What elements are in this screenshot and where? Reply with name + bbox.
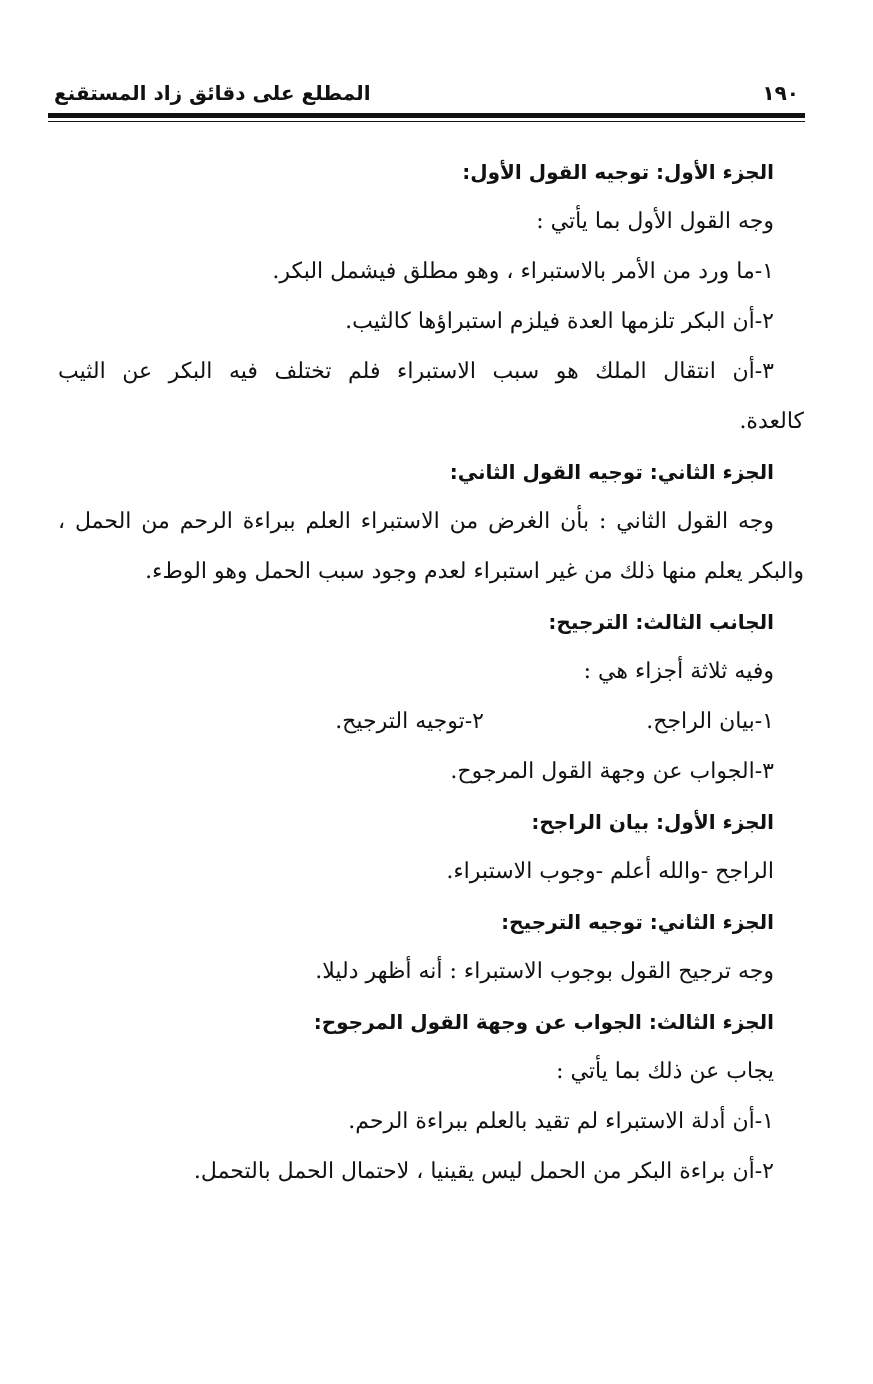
header-rule-thick — [48, 113, 805, 118]
running-title: المطلع على دقائق زاد المستقنع — [54, 81, 371, 105]
section-heading: الجزء الثاني: توجيه الترجيح: — [501, 910, 774, 934]
list-item: ١-أن أدلة الاستبراء لم تقيد بالعلم ببراءة الرحم. — [348, 1109, 774, 1134]
list-item: ٢-أن براءة البكر من الحمل ليس يقينيا ، لاحتمال الحمل بالتحمل. — [193, 1159, 774, 1184]
paragraph: وجه القول الأول بما يأتي : — [536, 209, 774, 234]
list-item: ٢-أن البكر تلزمها العدة فيلزم استبراؤها كالثيب. — [345, 309, 774, 334]
paragraph-continuation: والبكر يعلم منها ذلك من غير استبراء لعدم وجود سبب الحمل وهو الوطء. — [145, 559, 804, 584]
paragraph: وجه ترجيح القول بوجوب الاستبراء : أنه أظهر دليلا. — [315, 959, 774, 984]
section-heading: الجزء الثاني: توجيه القول الثاني: — [449, 460, 774, 484]
page-header — [48, 80, 805, 106]
paragraph: الراجح -والله أعلم -وجوب الاستبراء. — [446, 859, 774, 884]
paragraph: يجاب عن ذلك بما يأتي : — [556, 1059, 774, 1084]
list-row — [58, 697, 774, 747]
paragraph: وجه القول الثاني : بأن الغرض من الاستبراء العلم ببراءة الرحم من الحمل ، — [58, 509, 774, 534]
list-item: ٣-أن انتقال الملك هو سبب الاستبراء فلم تختلف فيه البكر عن الثيب — [58, 359, 774, 384]
section-heading: الجزء الثالث: الجواب عن وجهة القول المرجوح: — [313, 1010, 774, 1034]
section-heading: الجانب الثالث: الترجيح: — [548, 610, 774, 634]
list-item: ١-ما ورد من الأمر بالاستبراء ، وهو مطلق فيشمل البكر. — [272, 259, 774, 284]
page-number: ١٩٠ — [762, 81, 799, 105]
section-heading: الجزء الأول: توجيه القول الأول: — [462, 160, 774, 184]
list-item: ١-بيان الراجح. — [646, 709, 774, 734]
section-heading: الجزء الأول: بيان الراجح: — [531, 810, 774, 834]
page-body — [58, 147, 804, 1197]
paragraph: وفيه ثلاثة أجزاء هي : — [583, 659, 774, 684]
header-rule-thin — [48, 121, 805, 122]
list-item: ٣-الجواب عن وجهة القول المرجوح. — [450, 759, 774, 784]
list-item-continuation: كالعدة. — [739, 409, 804, 434]
list-item: ٢-توجيه الترجيح. — [335, 709, 484, 734]
